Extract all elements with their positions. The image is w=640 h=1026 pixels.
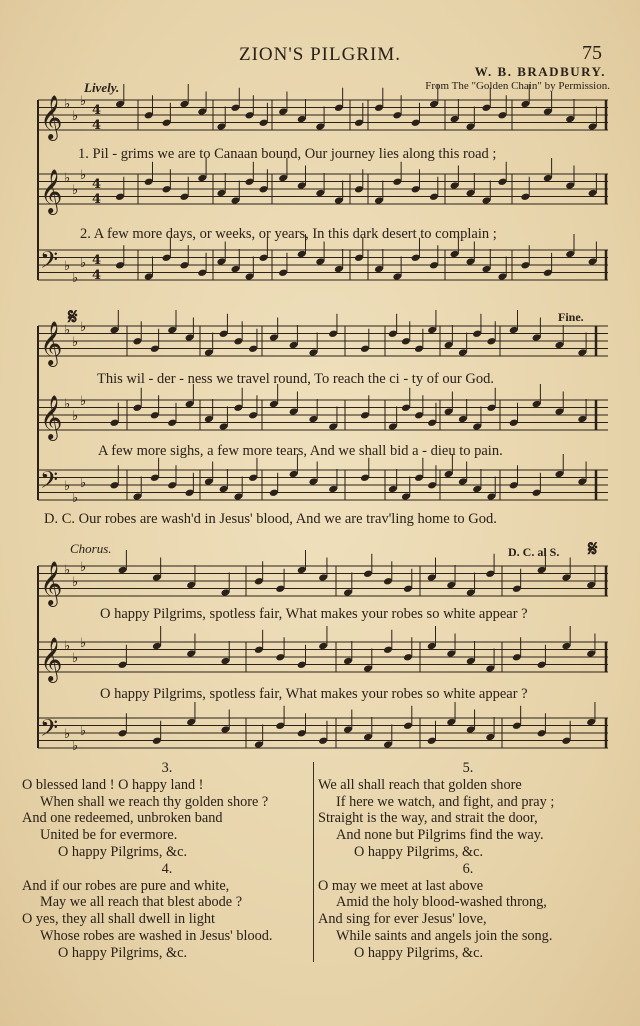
flat-sign-icon: ♭ [72, 575, 79, 590]
treble-clef-icon: 𝄞 [40, 95, 63, 139]
lyric-verse-2-line-2: A few more sighs, a few more tears, And we shall bid a - dieu to pain. [98, 443, 503, 459]
treble-clef-icon: 𝄞 [40, 395, 63, 439]
flat-sign-icon: ♭ [72, 409, 79, 424]
bass-clef-icon: 𝄢 [40, 466, 59, 499]
verse-column-divider [313, 762, 314, 962]
time-signature-bottom: 4 [92, 268, 102, 283]
time-signature-top: 4 [92, 253, 102, 268]
verse-number: 5. [462, 760, 474, 776]
flat-sign-icon: ♭ [64, 259, 71, 274]
flat-sign-icon: ♭ [72, 335, 79, 350]
verses-right-column [318, 760, 618, 962]
verse-line: Amid the holy blood-washed throng, [336, 894, 547, 911]
verse-line: If here we watch, and fight, and pray ; [336, 793, 555, 810]
flat-sign-icon: ♭ [64, 639, 71, 654]
verse-number: 4. [161, 860, 173, 877]
flat-sign-icon: ♭ [72, 109, 79, 124]
source-credit: From The "Golden Chain" by Permission. [425, 80, 610, 92]
flat-sign-icon: ♭ [80, 94, 87, 109]
verse-line: O happy Pilgrims, &c. [58, 843, 188, 860]
verse-line: O may we meet at last above [318, 877, 484, 894]
verse-line: And one redeemed, unbroken band [22, 810, 223, 827]
composer-credit: W. B. BRADBURY. [474, 64, 606, 79]
verse-number: 6. [462, 860, 474, 877]
flat-sign-icon: ♭ [64, 97, 71, 112]
treble-clef-icon: 𝄞 [40, 637, 63, 681]
bass-clef-icon: 𝄢 [40, 714, 59, 747]
flat-sign-icon: ♭ [64, 397, 71, 412]
lyric-verse-1-line-2: This wil - der - ness we travel round, To reach the ci - ty of our God. [97, 371, 494, 387]
time-signature-bottom: 4 [92, 192, 102, 207]
flat-sign-icon: ♭ [64, 323, 71, 338]
lyric-chorus-line-2: O happy Pilgrims, spotless fair, What makes your robes so white appear ? [100, 686, 528, 702]
fine-marking: Fine. [558, 310, 584, 324]
flat-sign-icon: ♭ [80, 560, 87, 575]
verse-line: And if our robes are pure and white, [22, 877, 230, 894]
flat-sign-icon: ♭ [72, 271, 79, 286]
flat-sign-icon: ♭ [72, 739, 79, 754]
lyric-chorus-line-1: O happy Pilgrims, spotless fair, What makes your robes so white appear ? [100, 606, 528, 622]
flat-sign-icon: ♭ [80, 168, 87, 183]
verse-line: May we all reach that blest abode ? [40, 894, 243, 911]
flat-sign-icon: ♭ [80, 636, 87, 651]
time-signature-top: 4 [92, 177, 102, 192]
bass-clef-icon: 𝄢 [40, 246, 59, 279]
flat-sign-icon: ♭ [64, 563, 71, 578]
verses-left-column [22, 760, 312, 962]
flat-sign-icon: ♭ [72, 183, 79, 198]
flat-sign-icon: ♭ [80, 256, 87, 271]
hymn-title: ZION'S PILGRIM. [239, 44, 401, 65]
verse-line: United be for evermore. [40, 827, 178, 844]
page-number: 75 [582, 42, 602, 64]
segno-sign-chorus: 𝄋 [588, 536, 598, 561]
verse-line: While saints and angels join the song. [336, 927, 553, 944]
flat-sign-icon: ♭ [64, 479, 71, 494]
verse-line: We all shall reach that golden shore [318, 776, 522, 793]
verse-line: O happy Pilgrims, &c. [354, 944, 484, 961]
verse-line: And sing for ever Jesus' love, [318, 911, 487, 928]
lyric-verse-1-line-1: 1. Pil - grims we are to Canaan bound, Our journey lies along this road ; [78, 146, 497, 162]
flat-sign-icon: ♭ [64, 171, 71, 186]
flat-sign-icon: ♭ [80, 394, 87, 409]
flat-sign-icon: ♭ [72, 651, 79, 666]
treble-clef-icon: 𝄞 [40, 321, 63, 365]
verse-line: O yes, they all shall dwell in light [22, 911, 215, 928]
flat-sign-icon: ♭ [80, 724, 87, 739]
verse-line: And none but Pilgrims find the way. [336, 827, 544, 844]
verse-line: When shall we reach thy golden shore ? [40, 793, 269, 810]
time-signature-bottom: 4 [92, 118, 102, 133]
verse-line: Whose robes are washed in Jesus' blood. [40, 927, 273, 944]
lyric-dc-line: D. C. Our robes are wash'd in Jesus' blood, And we are trav'ling home to God. [44, 511, 497, 527]
verse-line: O happy Pilgrims, &c. [354, 843, 484, 860]
flat-sign-icon: ♭ [72, 491, 79, 506]
dc-al-segno-marking: D. C. al S. [508, 545, 560, 559]
treble-clef-icon: 𝄞 [40, 169, 63, 213]
tempo-marking: Lively. [84, 80, 120, 95]
verse-line: O happy Pilgrims, &c. [58, 944, 188, 961]
treble-clef-icon: 𝄞 [40, 561, 63, 605]
chorus-label: Chorus. [70, 541, 112, 556]
verse-line: Straight is the way, and strait the door, [318, 810, 538, 827]
flat-sign-icon: ♭ [80, 320, 87, 335]
flat-sign-icon: ♭ [80, 476, 87, 491]
verse-number: 3. [161, 760, 173, 776]
segno-sign: 𝄋 [68, 304, 78, 329]
verse-line: O blessed land ! O happy land ! [22, 776, 204, 793]
time-signature-top: 4 [92, 103, 102, 118]
flat-sign-icon: ♭ [64, 727, 71, 742]
lyric-verse-2-line-1: 2. A few more days, or weeks, or years, In this dark desert to complain ; [80, 226, 497, 242]
